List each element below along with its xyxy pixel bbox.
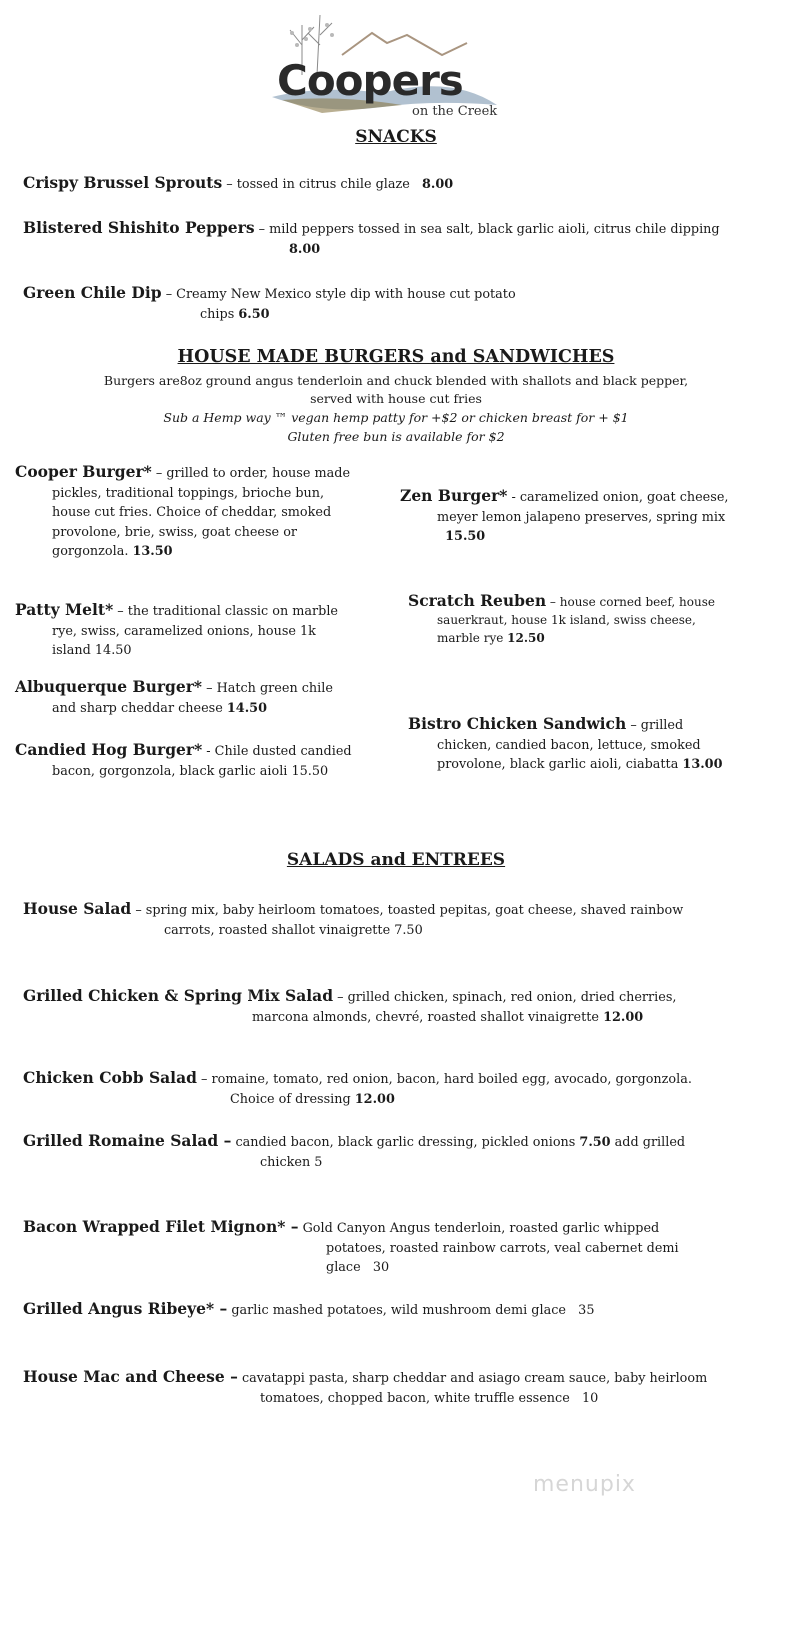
svg-text:Coopers: Coopers (277, 56, 463, 105)
svg-text:on the Creek: on the Creek (412, 104, 498, 119)
menu-item: House Mac and Cheese – cavatappi pasta, sharp cheddar and asiago cream sauce, baby heirloom tomatoes, chopped bacon, white truffle essence 10 (23, 1367, 708, 1406)
menu-item: Chicken Cobb Salad – romaine, tomato, red onion, bacon, hard boiled egg, avocado, gorgonzola. Choice of dressing 12.00 (23, 1068, 692, 1107)
menu-item: Zen Burger* - caramelized onion, goat cheese, meyer lemon jalapeno preserves, spring mix 15.50 (400, 486, 729, 544)
burgers-note: Burgers are8oz ground angus tenderloin and chuck blended with shallots and black pepper, (103, 373, 689, 388)
coopers-logo (262, 5, 502, 130)
section-heading-snacks: SNACKS (355, 127, 437, 147)
menu-item: Blistered Shishito Peppers – mild peppers tossed in sea salt, black garlic aioli, citrus chile dipping 8.00 (23, 218, 720, 257)
menu-item: Green Chile Dip – Creamy New Mexico style dip with house cut potato chips 6.50 (23, 283, 516, 322)
menu-item: Cooper Burger* – grilled to order, house made pickles, traditional toppings, brioche bun, house cut fries. Choice of cheddar, smoked provolone, brie, swiss, goat cheese or gorgonzola. 13.50 (15, 462, 351, 559)
menu-item: Bistro Chicken Sandwich – grilled chicken, candied bacon, lettuce, smoked provolone, black garlic aioli, ciabatta 13.00 (408, 714, 723, 772)
menu-item: Candied Hog Burger* - Chile dusted candied bacon, gorgonzola, black garlic aioli 15.50 (15, 740, 352, 779)
section-heading-burgers: HOUSE MADE BURGERS and SANDWICHES (177, 347, 615, 367)
menu-item: Bacon Wrapped Filet Mignon* – Gold Canyon Angus tenderloin, roasted garlic whipped potatoes, roasted rainbow carrots, veal cabernet demi glace 30 (23, 1217, 679, 1275)
menu-item: House Salad – spring mix, baby heirloom tomatoes, toasted pepitas, goat cheese, shaved rainbow carrots, roasted shallot vinaigrette 7.50 (23, 899, 684, 938)
menu-item: Scratch Reuben – house corned beef, house sauerkraut, house 1k island, swiss cheese, marble rye 12.50 (408, 591, 715, 645)
menu-item: Patty Melt* – the traditional classic on marble rye, swiss, caramelized onions, house 1k island 14.50 (15, 600, 339, 658)
menu-item: Crispy Brussel Sprouts – tossed in citrus chile glaze 8.00 (23, 173, 454, 192)
burgers-note: Sub a Hemp way ™ vegan hemp patty for +$2 or chicken breast for + $1 (163, 410, 629, 425)
burgers-note: served with house cut fries (310, 391, 482, 406)
menu-item: Grilled Romaine Salad – candied bacon, black garlic dressing, pickled onions 7.50 add grilled chicken 5 (23, 1131, 686, 1170)
menu-item: Grilled Chicken & Spring Mix Salad – grilled chicken, spinach, red onion, dried cherries, marcona almonds, chevré, roasted shallot vinaigrette 12.00 (23, 986, 677, 1025)
menu-item: Albuquerque Burger* – Hatch green chile and sharp cheddar cheese 14.50 (15, 677, 333, 716)
burgers-note: Gluten free bun is available for $2 (287, 429, 505, 444)
menu-item: Grilled Angus Ribeye* – garlic mashed potatoes, wild mushroom demi glace 35 (23, 1299, 595, 1318)
section-heading-salads: SALADS and ENTREES (286, 850, 506, 870)
menupix-watermark: menupix (533, 1472, 636, 1497)
